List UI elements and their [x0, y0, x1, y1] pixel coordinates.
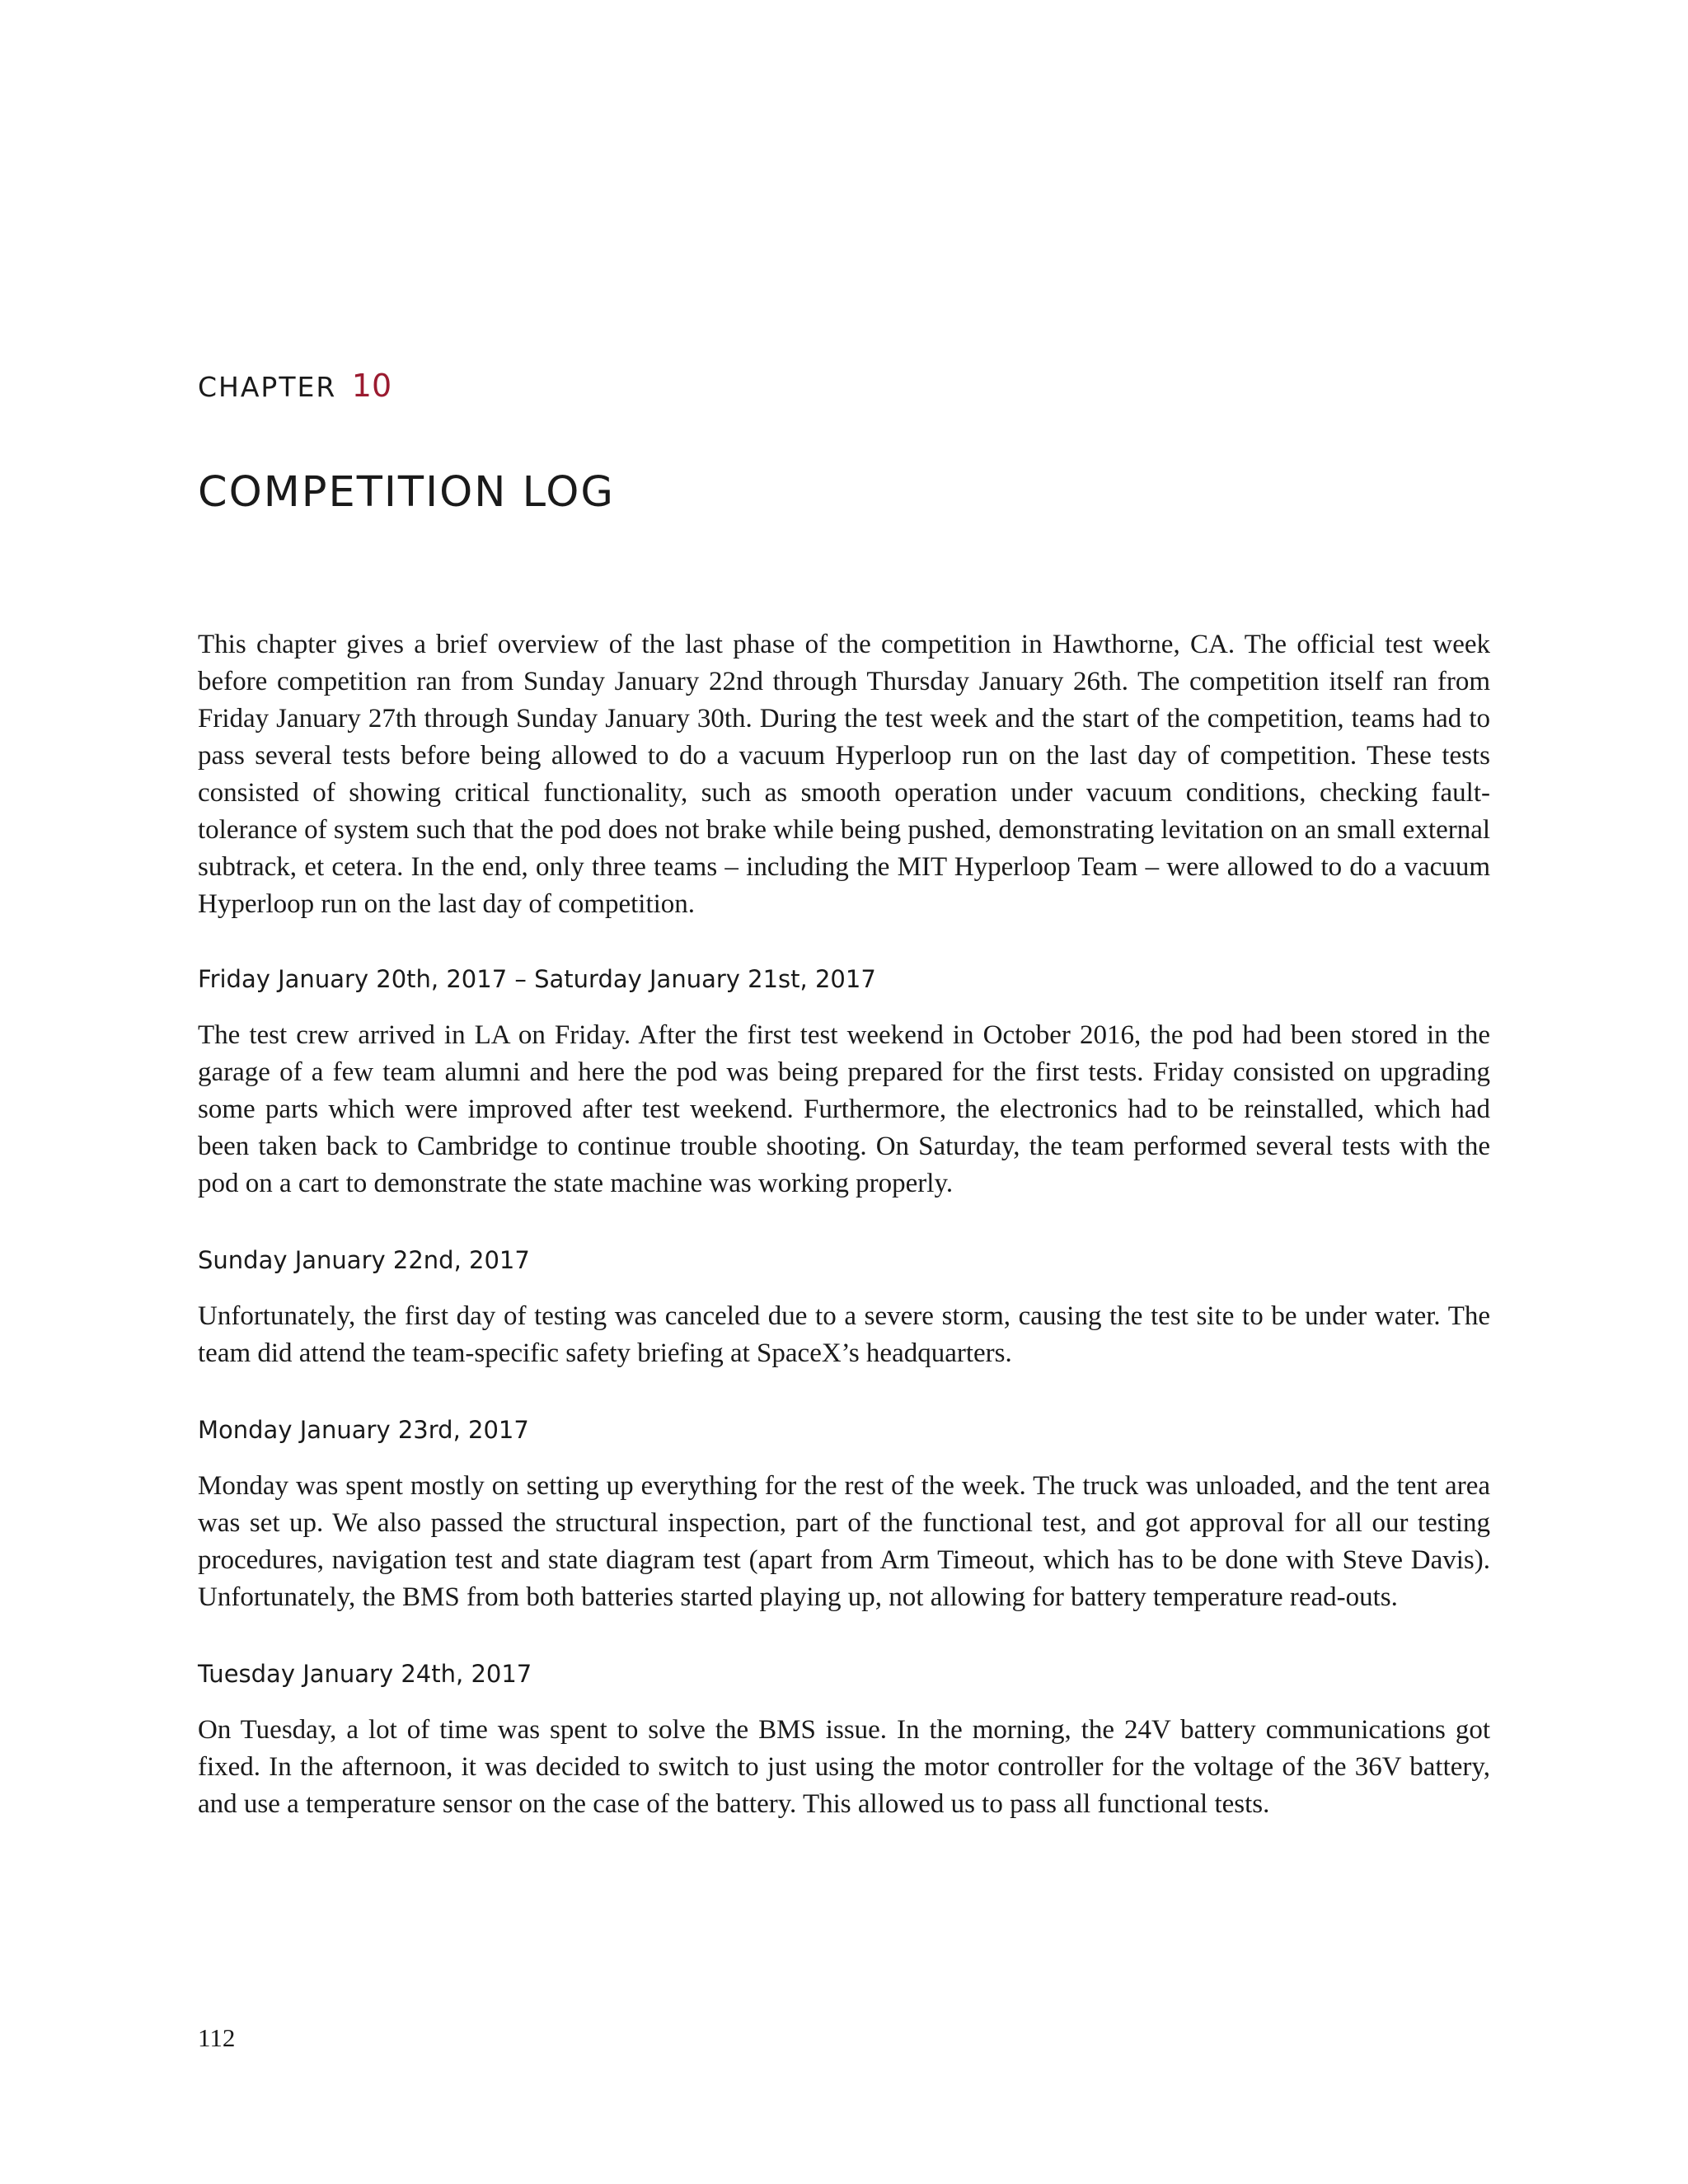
- log-entry-text: On Tuesday, a lot of time was spent to solve the BMS issue. In the morning, the 24V battery communications got fixed. In the afternoon, it was decided to switch to just using the motor controller for the voltage of the 36V battery, and use a temperature sensor on the case of the battery. This allowed us to pass all functional tests.: [198, 1715, 1490, 1819]
- log-entry-heading: Sunday January 22nd, 2017: [198, 1246, 530, 1274]
- log-entry-text: The test crew arrived in LA on Friday. After the first test weekend in October 2016, the pod had been stored in the garage of a few team alumni and here the pod was being prepared for the first tests. Friday consisted on upgrading some parts which were improved after test weekend. Furthermore, the electronics had to be reinstalled, which had been taken back to Cambridge to continue trouble shooting. On Saturday, the team performed several tests with the pod on a cart to demonstrate the state machine was working properly.: [198, 1020, 1490, 1198]
- chapter-label: [198, 368, 392, 404]
- log-entry-jan-23: [198, 1413, 1490, 1616]
- document-page: [198, 0, 1490, 2184]
- chapter-body: [198, 626, 1490, 1864]
- log-entry-heading: Friday January 20th, 2017 – Saturday January 21st, 2017: [198, 965, 876, 993]
- chapter-title: COMPETITION LOG: [198, 468, 615, 517]
- log-entry-heading: Monday January 23rd, 2017: [198, 1416, 529, 1444]
- log-entry-jan-22: [198, 1244, 1490, 1372]
- log-entry-heading: Tuesday January 24th, 2017: [198, 1660, 532, 1688]
- log-entry-jan-20-21: [198, 963, 1490, 1202]
- chapter-label-text: CHAPTER: [198, 371, 337, 403]
- page-number: 112: [198, 2023, 236, 2052]
- chapter-number: 10: [351, 368, 392, 404]
- intro-paragraph: This chapter gives a brief overview of the last phase of the competition in Hawthorne, CA. The official test week before competition ran from Sunday January 22nd through Thursday January 26th. The competition itself ran from Friday January 27th through Sunday January 30th. During the test week and the start of the competition, teams had to pass several tests before being allowed to do a vacuum Hyperloop run on the last day of competition. These tests consisted of showing critical functionality, such as smooth operation under vacuum conditions, checking fault-tolerance of system such that the pod does not brake while being pushed, demonstrating levitation on an small external subtrack, et cetera. In the end, only three teams – including the MIT Hyperloop Team – were allowed to do a vacuum Hyperloop run on the last day of competition.: [198, 630, 1491, 919]
- log-entry-text: Monday was spent mostly on setting up everything for the rest of the week. The truck was unloaded, and the tent area was set up. We also passed the structural inspection, part of the functional test, and got approval for all our testing procedures, navigation test and state diagram test (apart from Arm Timeout, which has to be done with Steve Davis). Unfortunately, the BMS from both batteries started playing up, not allowing for battery temperature read-outs.: [198, 1471, 1490, 1612]
- log-entry-text: Unfortunately, the first day of testing was canceled due to a severe storm, causing the test site to be under water. The team did attend the team-specific safety briefing at SpaceX’s headquarters.: [198, 1301, 1490, 1368]
- log-entry-jan-24: [198, 1657, 1490, 1823]
